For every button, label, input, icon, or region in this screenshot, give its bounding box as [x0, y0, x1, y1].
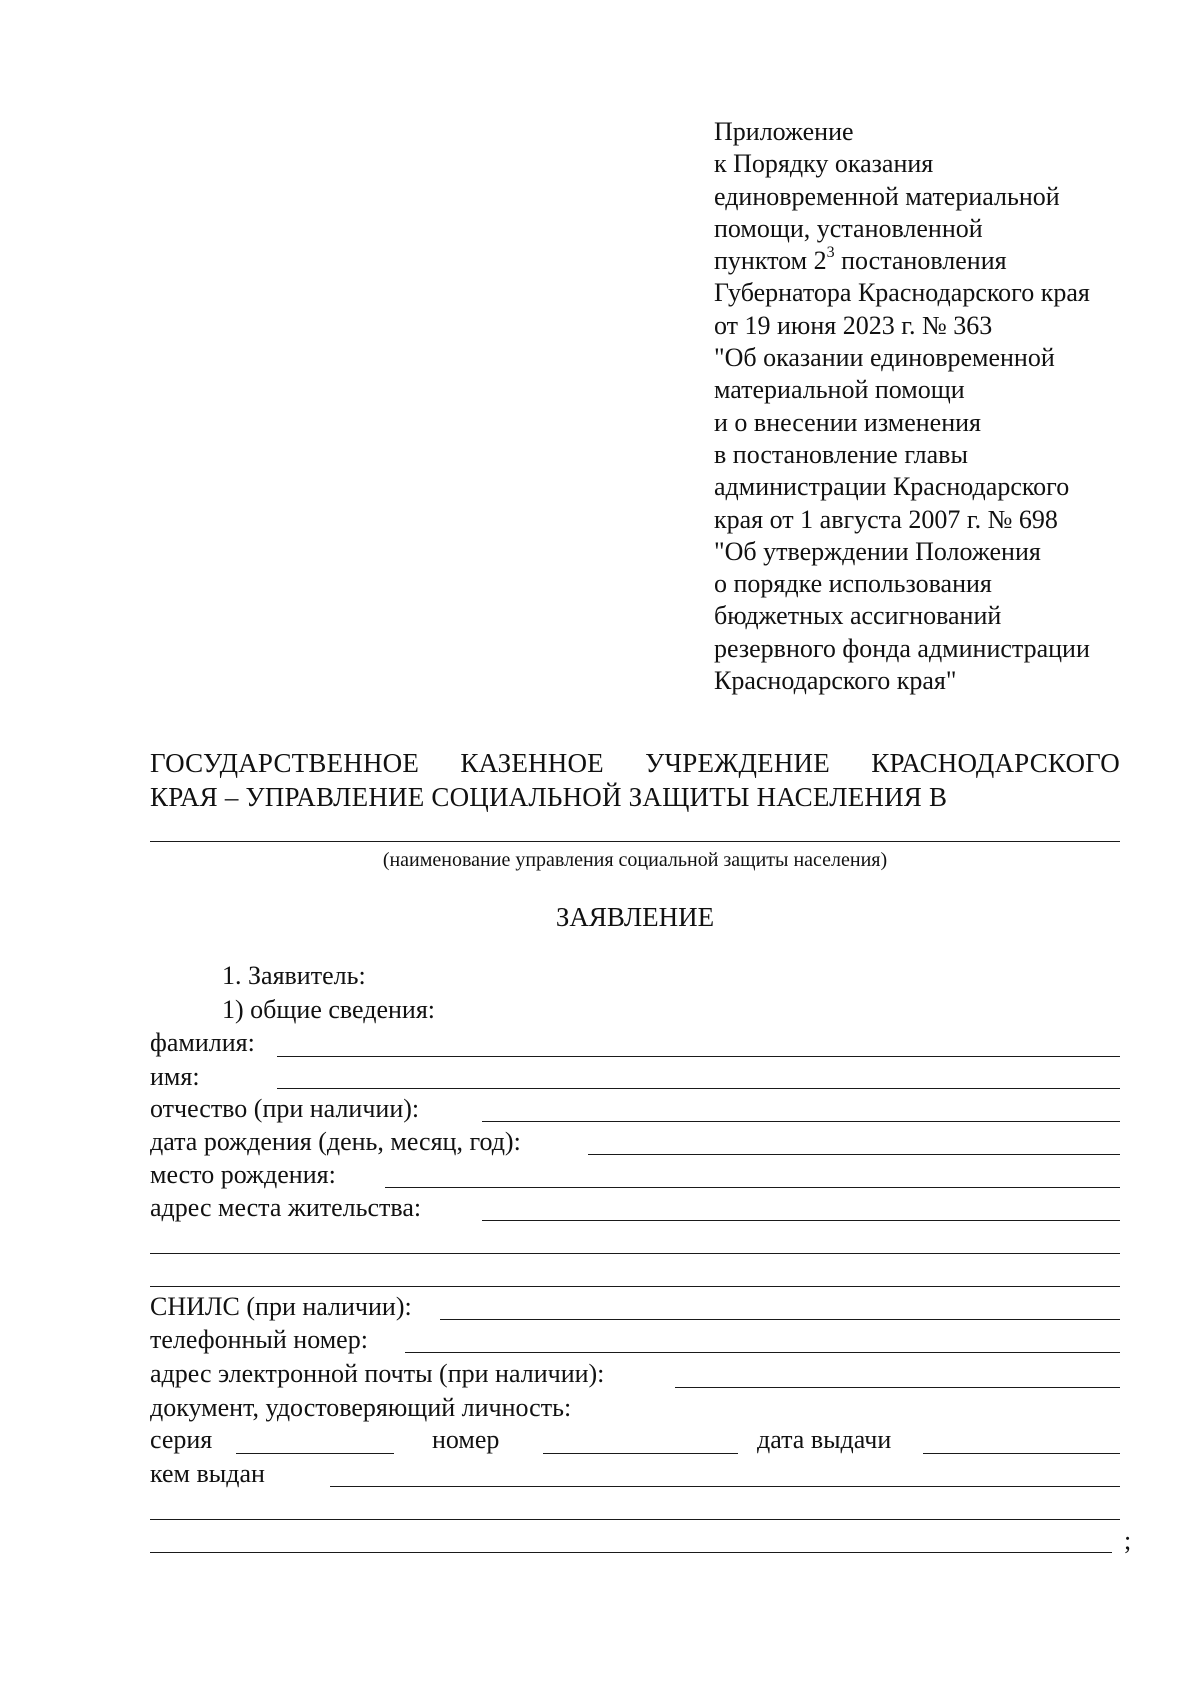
address-field-line-2[interactable]	[150, 1253, 1120, 1254]
address-field-line-3[interactable]	[150, 1286, 1120, 1287]
series-field-line[interactable]	[236, 1453, 394, 1454]
appendix-point-superscript: 3	[826, 244, 835, 262]
appendix-line: материальной помощи	[714, 375, 965, 405]
appendix-point-text-after: постановления	[834, 246, 1007, 276]
surname-label: фамилия:	[150, 1028, 255, 1057]
birth-place-field-line[interactable]	[385, 1187, 1120, 1188]
appendix-point-text: пунктом 2	[714, 246, 827, 276]
birth-date-label: дата рождения (день, месяц, год):	[150, 1127, 521, 1156]
appendix-line: "Об оказании единовременной	[714, 343, 1055, 373]
address-label: адрес места жительства:	[150, 1193, 422, 1222]
appendix-block	[714, 116, 1194, 697]
issued-by-field-line-1[interactable]	[330, 1486, 1120, 1487]
patronymic-label: отчество (при наличии):	[150, 1094, 420, 1123]
appendix-line: "Об утверждении Положения	[714, 536, 1041, 566]
issued-by-field-line-2[interactable]	[150, 1519, 1120, 1520]
appendix-line: администрации Краснодарского	[714, 472, 1070, 502]
document-title: ЗАЯВЛЕНИЕ	[555, 902, 715, 932]
organization-line-1: ГОСУДАРСТВЕННОЕ КАЗЕННОЕ УЧРЕЖДЕНИЕ КРАСНОДАРСКОГО	[150, 748, 1120, 778]
snils-field-line[interactable]	[440, 1319, 1120, 1320]
email-field-line[interactable]	[675, 1387, 1120, 1388]
patronymic-field-line[interactable]	[482, 1121, 1120, 1122]
appendix-line: края от 1 августа 2007 г. № 698	[714, 504, 1058, 534]
number-field-line[interactable]	[543, 1453, 738, 1454]
series-label: серия	[150, 1425, 213, 1454]
organization-line-2: КРАЯ – УПРАВЛЕНИЕ СОЦИАЛЬНОЙ ЗАЩИТЫ НАСЕЛЕНИЯ В	[150, 782, 948, 812]
id-document-label: документ, удостоверяющий личность:	[150, 1393, 572, 1422]
address-field-line-1[interactable]	[482, 1220, 1120, 1221]
appendix-line: и о внесении изменения	[714, 407, 981, 437]
snils-label: СНИЛС (при наличии):	[150, 1292, 412, 1321]
phone-label: телефонный номер:	[150, 1325, 368, 1354]
appendix-line: в постановление главы	[714, 439, 968, 469]
appendix-line: Приложение	[714, 117, 854, 146]
name-label: имя:	[150, 1062, 200, 1091]
end-semicolon: ;	[1124, 1526, 1132, 1555]
issue-date-field-line[interactable]	[923, 1453, 1120, 1454]
name-field-line[interactable]	[277, 1088, 1120, 1089]
birth-date-field-line[interactable]	[588, 1154, 1120, 1155]
appendix-point-line	[714, 245, 1194, 277]
appendix-line: Краснодарского края"	[714, 666, 957, 696]
appendix-line: единовременной материальной	[714, 181, 1060, 211]
appendix-line: Губернатора Краснодарского края	[714, 278, 1090, 308]
birth-place-label: место рождения:	[150, 1160, 336, 1189]
number-label: номер	[432, 1425, 500, 1454]
appendix-line: помощи, установленной	[714, 213, 983, 243]
issued-by-field-line-3[interactable]	[150, 1552, 1112, 1553]
email-label: адрес электронной почты (при наличии):	[150, 1359, 605, 1388]
organization-caption: (наименование управления социальной защиты населения)	[382, 849, 888, 871]
appendix-line: бюджетных ассигнований	[714, 601, 1002, 631]
organization-heading	[150, 746, 1120, 814]
section-subheading: 1) общие сведения:	[222, 995, 436, 1024]
appendix-line: о порядке использования	[714, 569, 992, 599]
phone-field-line[interactable]	[405, 1352, 1120, 1353]
organization-name-line[interactable]	[150, 841, 1120, 842]
appendix-line: к Порядку оказания	[714, 149, 934, 179]
issued-by-label: кем выдан	[150, 1459, 265, 1488]
appendix-line: резервного фонда администрации	[714, 633, 1090, 663]
section-heading: 1. Заявитель:	[222, 961, 366, 990]
issue-date-label: дата выдачи	[757, 1425, 892, 1454]
appendix-line: от 19 июня 2023 г. № 363	[714, 310, 993, 340]
surname-field-line[interactable]	[277, 1056, 1120, 1057]
